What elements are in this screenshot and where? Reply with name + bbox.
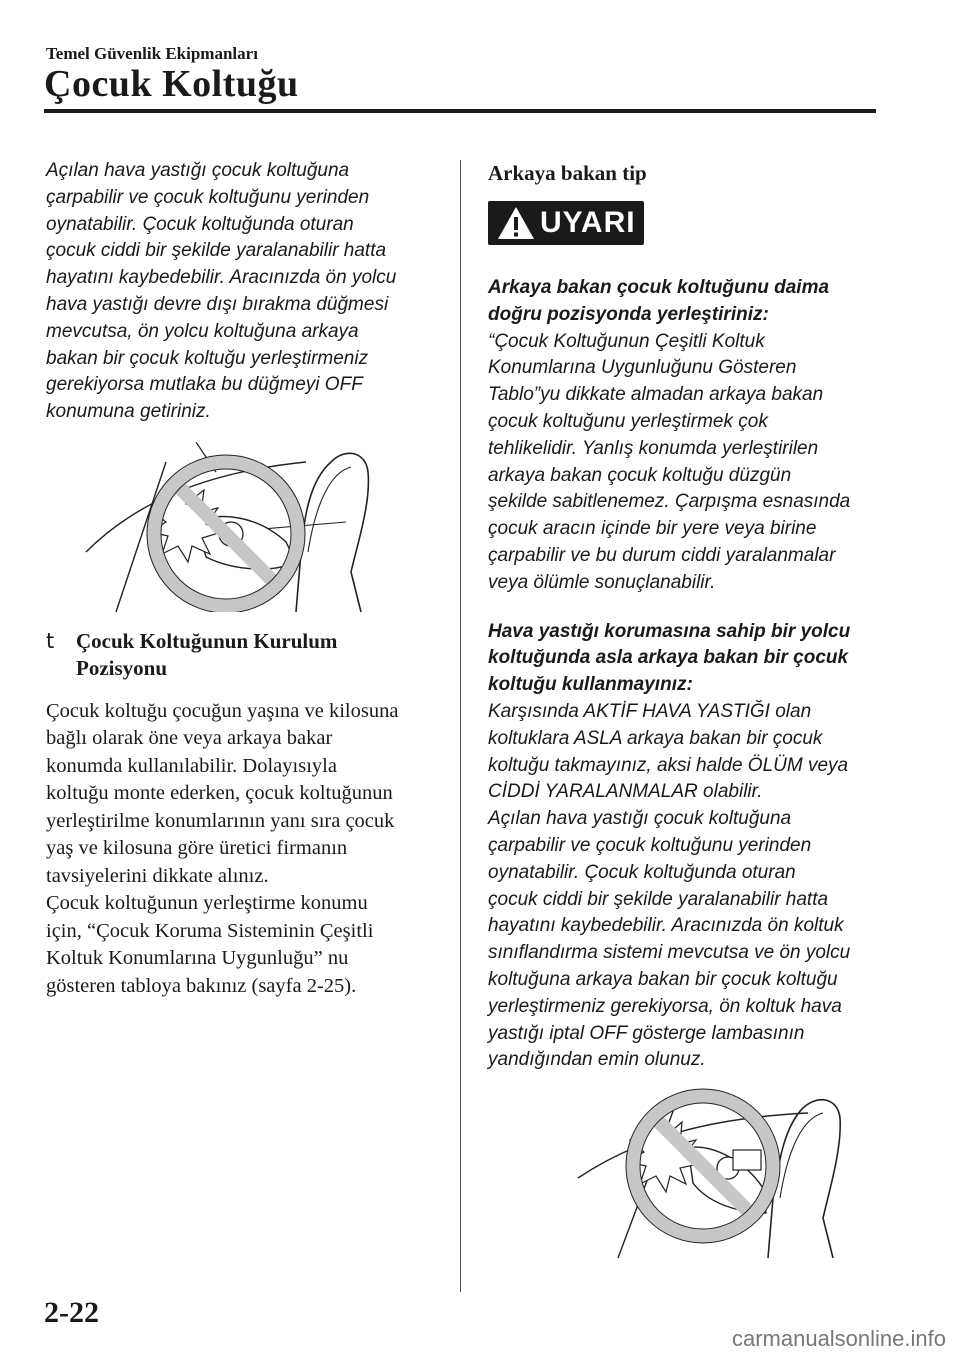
column-divider: [460, 160, 461, 1292]
text-line: Çocuk koltuğu çocuğun yaşına ve kilosuna: [46, 699, 399, 722]
text-line: oynatabilir. Çocuk koltuğunda oturan: [488, 861, 796, 883]
text-line: yandığından emin olunuz.: [488, 1049, 706, 1071]
text-line: koltuğu takmayınız, aksi halde ÖLÜM veya: [488, 754, 849, 776]
text-line: çarpabilir ve çocuk koltuğunu yerinden: [46, 186, 370, 208]
section-bullet: t: [46, 628, 55, 653]
header-divider: [44, 109, 876, 113]
text-line: gerekiyorsa mutlaka bu düğmeyi OFF: [46, 374, 363, 396]
text-line: Çocuk koltuğunun yerleştirme konumu: [46, 892, 368, 915]
watermark: carmanualsonline.info: [731, 1326, 946, 1351]
text-line: için, “Çocuk Koruma Sisteminin Çeşitli: [46, 919, 374, 942]
text-line: çocuk koltuğunu yerleştirmek çok: [488, 410, 768, 432]
text-line: yerleştirilme konumlarının yanı sıra çocuk: [46, 809, 395, 832]
subsection-title: Arkaya bakan tip: [488, 161, 647, 185]
text-line: koltuğuna arkaya bakan bir çocuk koltuğu: [488, 968, 838, 990]
text-line: Tablo”yu dikkate almadan arkaya bakan: [488, 384, 824, 406]
section-label: Temel Güvenlik Ekipmanları: [46, 44, 258, 63]
text-line: yastığı iptal OFF gösterge lambasının: [488, 1022, 805, 1044]
text-line: şekilde sabitlenemez. Çarpışma esnasında: [488, 491, 851, 513]
text-line: çocuk ciddi bir şekilde yaralanabilir hatta: [46, 240, 387, 262]
text-line: hayatını kaybedebilir. Aracınızda ön koltuk: [488, 915, 844, 937]
text-line: çarpabilir ve çocuk koltuğunu yerinden: [488, 834, 812, 856]
text-line: sınıflandırma sistemi mevcutsa ve ön yolcu: [488, 942, 851, 964]
page-number: 2-22: [44, 1296, 99, 1329]
text-line: Konumlarına Uygunluğunu Gösteren: [488, 357, 797, 379]
text-line: Koltuk Konumlarına Uygunluğu” nu: [46, 947, 349, 970]
installation-paragraph: [46, 698, 446, 1001]
text-line: “Çocuk Koltuğunun Çeşitli Koltuk: [488, 330, 765, 352]
text-line: oynatabilir. Çocuk koltuğunda oturan: [46, 213, 354, 235]
text-line: konumda kullanılabilir. Dolayısıyla: [46, 754, 337, 777]
text-line: Karşısında AKTİF HAVA YASTIĞI olan: [488, 700, 812, 722]
text-line: Çocuk Koltuğunun Kurulum: [76, 628, 338, 653]
warning-badge: [488, 201, 644, 245]
text-line: hayatını kaybedebilir. Aracınızda ön yolcu: [46, 267, 397, 289]
text-line: koltuğu monte ederken, çocuk koltuğunun: [46, 782, 393, 805]
text-line: yaş ve kilosuna göre üretici firmanın: [46, 837, 348, 860]
text-line: tavsiyelerini dikkate alınız.: [46, 864, 269, 887]
text-line: mevcutsa, ön yolcu koltuğuna arkaya: [46, 320, 359, 342]
text-line: bakan bir çocuk koltuğu yerleştirmeniz: [46, 347, 369, 369]
text-line: çocuk aracın içinde bir yere veya birine: [488, 518, 817, 540]
section-heading: [46, 628, 446, 682]
intro-paragraph: [46, 158, 446, 426]
left-column: [46, 158, 446, 1000]
text-line: koltuklara ASLA arkaya bakan bir çocuk: [488, 727, 823, 749]
text-line: Arkaya bakan çocuk koltuğunu daima: [488, 277, 830, 298]
text-line: koltuğu kullanmayınız:: [488, 674, 693, 696]
page-title: Çocuk Koltuğu: [44, 63, 299, 105]
child-seat-airbag-prohibition-illustration: [46, 442, 446, 612]
text-line: çocuk ciddi bir şekilde yaralanabilir hatta: [488, 888, 829, 910]
text-line: çarpabilir ve bu durum ciddi yaralanmalar: [488, 544, 836, 566]
text-line: koltuğunda asla arkaya bakan bir çocuk: [488, 647, 849, 669]
text-line: konumuna getiriniz.: [46, 401, 211, 423]
text-line: hava yastığı devre dışı bırakma düğmesi: [46, 293, 389, 315]
text-line: doğru pozisyonda yerleştiriniz:: [488, 303, 769, 325]
warning-block-2: [488, 619, 888, 1075]
text-line: arkaya bakan çocuk koltuğu düzgün: [488, 464, 792, 486]
right-column: [488, 158, 888, 1258]
warning-triangle-icon: [496, 205, 536, 241]
text-line: Açılan hava yastığı çocuk koltuğuna: [488, 808, 792, 830]
text-line: veya ölümle sonuçlanabilir.: [488, 571, 716, 593]
text-line: Pozisyonu: [76, 655, 168, 680]
text-line: tehlikelidir. Yanlış konumda yerleştirilen: [488, 437, 819, 459]
text-line: Hava yastığı korumasına sahip bir yolcu: [488, 620, 851, 642]
text-line: Açılan hava yastığı çocuk koltuğuna: [46, 160, 350, 181]
warning-block-1: [488, 275, 888, 597]
text-line: CİDDİ YARALANMALAR olabilir.: [488, 781, 763, 803]
text-line: gösteren tabloya bakınız (sayfa 2-25).: [46, 974, 357, 997]
rear-facing-seat-prohibition-illustration: [528, 1088, 928, 1258]
text-line: yerleştirmeniz gerekiyorsa, ön koltuk hava: [488, 995, 842, 1017]
warning-label: UYARI: [540, 206, 636, 239]
text-line: bağlı olarak öne veya arkaya bakar: [46, 727, 333, 750]
